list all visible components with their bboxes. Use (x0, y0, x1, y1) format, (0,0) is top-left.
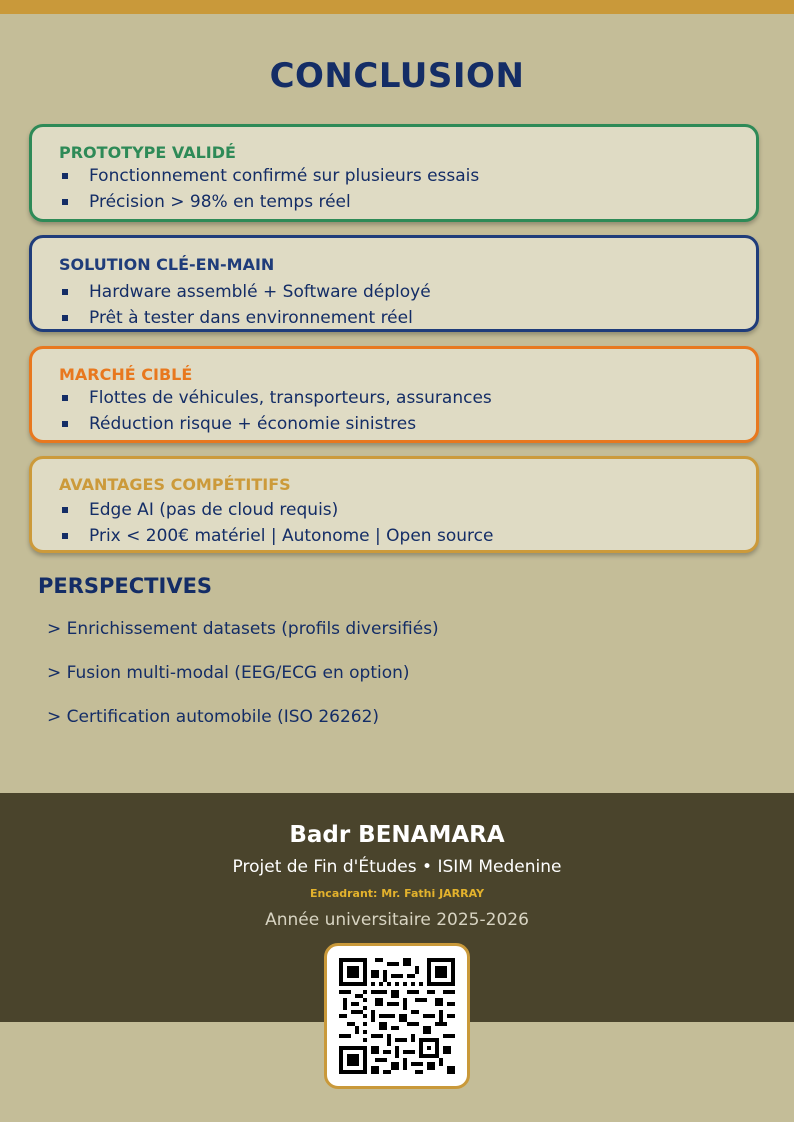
card-list (59, 280, 431, 332)
list-item: Réduction risque + économie sinistres (59, 412, 492, 438)
perspective-item: > Certification automobile (ISO 26262) (47, 707, 380, 727)
bullet-icon (62, 173, 68, 179)
list-item: Flottes de véhicules, transporteurs, assurances (59, 386, 492, 412)
list-item: Prix < 200€ matériel | Autonome | Open source (59, 524, 493, 550)
perspective-item: > Enrichissement datasets (profils diversifiés) (47, 619, 439, 639)
qr-code[interactable] (324, 943, 470, 1089)
card-list (59, 164, 479, 216)
card-list (59, 498, 493, 550)
bullet-icon (62, 533, 68, 539)
card-solution-cle-en-main (29, 235, 759, 332)
bullet-icon (62, 315, 68, 321)
bullet-icon (62, 421, 68, 427)
perspective-item: > Fusion multi-modal (EEG/ECG en option) (47, 663, 410, 683)
bullet-icon (62, 507, 68, 513)
card-heading: MARCHÉ CIBLÉ (59, 365, 193, 384)
card-heading: AVANTAGES COMPÉTITIFS (59, 475, 291, 494)
bullet-icon (62, 289, 68, 295)
card-avantages-competitifs (29, 456, 759, 553)
list-item: Hardware assemblé + Software déployé (59, 280, 431, 306)
page-title: CONCLUSION (269, 56, 525, 96)
list-item: Edge AI (pas de cloud requis) (59, 498, 493, 524)
author-name: Badr BENAMARA (289, 822, 505, 848)
top-accent-bar (0, 0, 794, 14)
card-prototype-valide (29, 124, 759, 222)
academic-year: Année universitaire 2025-2026 (265, 910, 529, 930)
bullet-icon (62, 395, 68, 401)
list-item: Prêt à tester dans environnement réel (59, 306, 431, 332)
card-marche-cible (29, 346, 759, 443)
qr-code-icon (339, 957, 455, 1075)
card-heading: SOLUTION CLÉ-EN-MAIN (59, 255, 275, 274)
perspectives-title: PERSPECTIVES (38, 574, 213, 598)
card-list (59, 386, 492, 438)
list-item: Fonctionnement confirmé sur plusieurs essais (59, 164, 479, 190)
supervisor-line: Encadrant: Mr. Fathi JARRAY (309, 887, 485, 900)
project-line: Projet de Fin d'Études • ISIM Medenine (232, 857, 562, 877)
list-item: Précision > 98% en temps réel (59, 190, 479, 216)
card-heading: PROTOTYPE VALIDÉ (59, 143, 236, 162)
bullet-icon (62, 199, 68, 205)
